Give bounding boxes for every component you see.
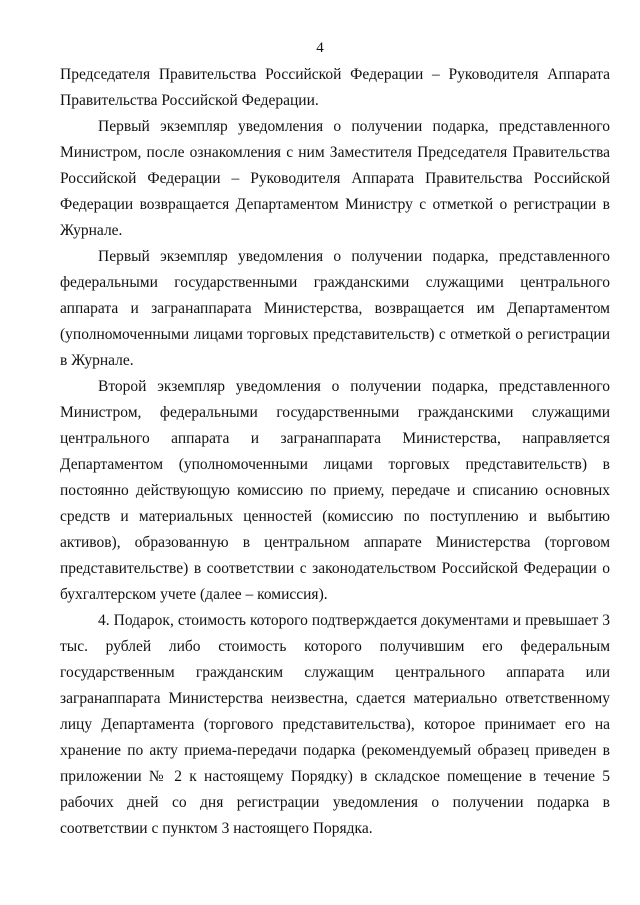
document-body <box>60 62 610 842</box>
paragraph-servants-first-copy: Первый экземпляр уведомления о получении подарка, представленного федеральными государственными гражданскими служащими центрального аппарата и загранаппарата Министерства, возвращается им Департаментом (уполномоченными лицами торговых представительств) с отметкой о регистрации в Журнале. <box>60 248 610 369</box>
page-number: 4 <box>316 40 324 56</box>
paragraph-continuation: Председателя Правительства Российской Федерации – Руководителя Аппарата Правительства Российской Федерации. <box>60 66 610 109</box>
paragraph-second-copy: Второй экземпляр уведомления о получении подарка, представленного Министром, федеральными государственными гражданскими служащими центрального аппарата и загранаппарата Министерства, направляется Департаментом (уполномоченными лицами торговых представительств) в постоянно действующую комиссию по приему, передаче и списанию основных средств и материальных ценностей (комиссию по поступлению и выбытию активов), образованную в центральном аппарате Министерства (торговом представительстве) в соответствии с законодательством Российской Федерации о бухгалтерском учете (далее – комиссия). <box>60 378 610 603</box>
paragraph-minister-first-copy: Первый экземпляр уведомления о получении подарка, представленного Министром, после ознакомления с ним Заместителя Председателя Правительства Российской Федерации – Руководителя Аппарата Правительства Российской Федерации возвращается Департаментом Министру с отметкой о регистрации в Журнале. <box>60 118 610 239</box>
paragraph-item-4: 4. Подарок, стоимость которого подтверждается документами и превышает 3 тыс. рублей либо стоимость которого получившим его федеральным государственным гражданским служащим центрального аппарата или загранаппарата Министерства неизвестна, сдается материально ответственному лицу Департамента (торгового представительства), которое принимает его на хранение по акту приема-передачи подарка (рекомендуемый образец приведен в приложении № 2 к настоящему Порядку) в складское помещение в течение 5 рабочих дней со дня регистрации уведомления о получении подарка в соответствии с пунктом 3 настоящего Порядка. <box>60 612 610 837</box>
